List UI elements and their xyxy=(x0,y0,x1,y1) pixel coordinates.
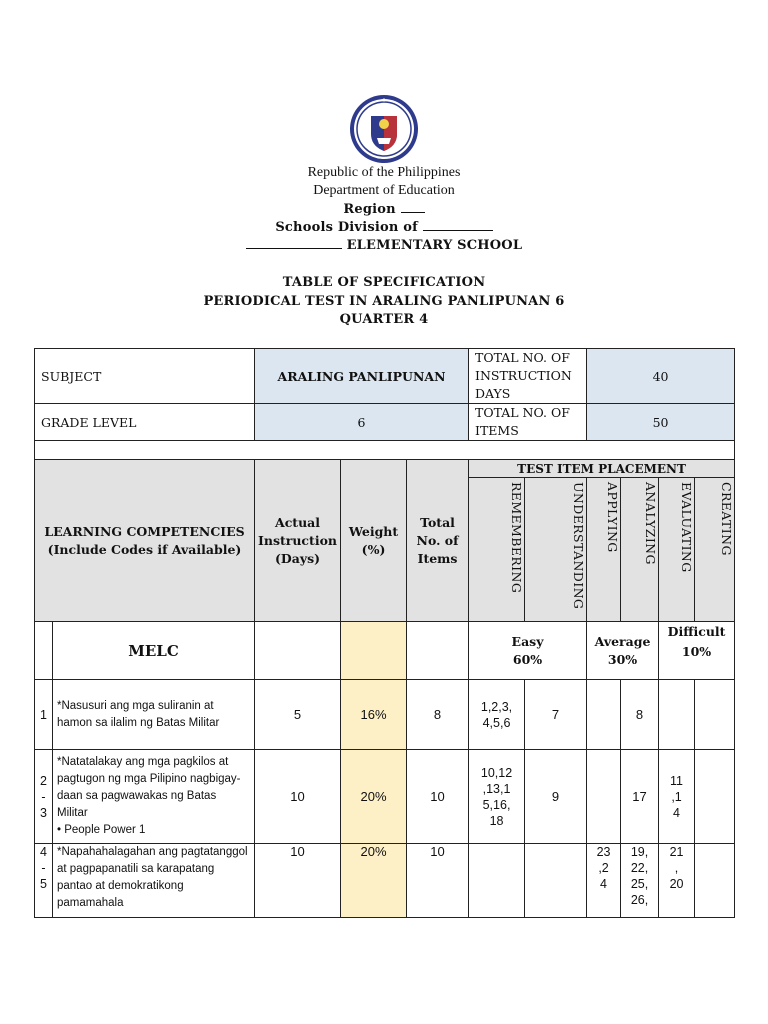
row-days: 10 xyxy=(255,844,341,918)
average-pct: 30% xyxy=(607,651,638,667)
region-blank xyxy=(401,202,425,213)
table-row xyxy=(35,680,735,750)
row-weight: 16% xyxy=(341,680,407,750)
division-blank xyxy=(423,220,493,231)
school-blank xyxy=(246,238,342,249)
level-understanding: UNDERSTANDING xyxy=(525,478,587,622)
melc-label: MELC xyxy=(53,622,255,680)
doc-quarter: QUARTER 4 xyxy=(339,312,429,327)
days-value: 40 xyxy=(587,349,735,404)
row-creating xyxy=(695,750,735,844)
row-number: 4 - 5 xyxy=(35,844,53,918)
days-label: TOTAL NO. OF INSTRUCTION DAYS xyxy=(469,349,587,404)
spacer-row xyxy=(35,441,735,460)
table-row xyxy=(35,844,735,918)
row-applying xyxy=(587,750,621,844)
row-creating xyxy=(695,844,735,918)
row-items: 10 xyxy=(407,750,469,844)
level-applying: APPLYING xyxy=(587,478,621,622)
row-understanding: 9 xyxy=(525,750,587,844)
total-items-header: Total No. of Items xyxy=(407,460,469,622)
difficult-label: Difficult xyxy=(667,624,726,639)
row-analyzing: 17 xyxy=(621,750,659,844)
header-school xyxy=(0,238,768,253)
average-label: Average xyxy=(594,633,651,649)
melc-no-cell xyxy=(35,622,53,680)
melc-days-cell xyxy=(255,622,341,680)
row-creating xyxy=(695,680,735,750)
row-evaluating xyxy=(659,680,695,750)
row-items: 10 xyxy=(407,844,469,918)
row-number: 2 - 3 xyxy=(35,750,53,844)
doc-subtitle: PERIODICAL TEST IN ARALING PANLIPUNAN 6 xyxy=(203,294,565,309)
row-weight: 20% xyxy=(341,750,407,844)
row-analyzing: 8 xyxy=(621,680,659,750)
deped-seal-logo xyxy=(349,94,419,164)
row-remembering xyxy=(469,844,525,918)
row-evaluating: 11 ,1 4 xyxy=(659,750,695,844)
difficult-pct: 10% xyxy=(681,644,712,659)
row-understanding: 7 xyxy=(525,680,587,750)
row-competency xyxy=(53,844,255,918)
row-understanding xyxy=(525,844,587,918)
items-value: 50 xyxy=(587,404,735,441)
difficulty-average xyxy=(587,622,659,680)
doc-title: TABLE OF SPECIFICATION xyxy=(282,275,486,290)
melc-row xyxy=(35,622,735,680)
row-evaluating: 21 , 20 xyxy=(659,844,695,918)
melc-weight-cell xyxy=(341,622,407,680)
header-region xyxy=(0,202,768,217)
spacer-cell xyxy=(35,441,735,460)
row-items: 8 xyxy=(407,680,469,750)
easy-label: Easy xyxy=(511,633,544,649)
level-creating: CREATING xyxy=(695,478,735,622)
row-competency xyxy=(53,750,255,844)
competencies-header: LEARNING COMPETENCIES (Include Codes if Available) xyxy=(35,460,255,622)
subject-row xyxy=(35,349,735,404)
specification-table xyxy=(34,348,735,918)
easy-pct: 60% xyxy=(512,651,543,667)
melc-items-cell xyxy=(407,622,469,680)
competency-bullet: • People Power 1 xyxy=(57,824,146,836)
row-analyzing: 19, 22, 25, 26, xyxy=(621,844,659,918)
level-analyzing: ANALYZING xyxy=(621,478,659,622)
header-department: Department of Education xyxy=(313,183,455,198)
grade-value: 6 xyxy=(255,404,469,441)
column-header-row xyxy=(35,460,735,478)
items-label: TOTAL NO. OF ITEMS xyxy=(469,404,587,441)
competency-text: *Natatalakay ang mga pagkilos at pagtugon ng mga Pilipino nagbigay-daan sa pagwawakas ng Batas Militar xyxy=(57,756,241,819)
row-weight: 20% xyxy=(341,844,407,918)
table-row xyxy=(35,750,735,844)
row-applying xyxy=(587,680,621,750)
competency-text: *Nasusuri ang mga suliranin at hamon sa ilalim ng Batas Militar xyxy=(57,699,220,729)
actual-days-header: Actual Instruction (Days) xyxy=(255,460,341,622)
row-days: 10 xyxy=(255,750,341,844)
row-applying: 23 ,2 4 xyxy=(587,844,621,918)
school-label: ELEMENTARY SCHOOL xyxy=(346,238,523,253)
competency-text: *Napahahalagahan ang pagtatanggol at pagpapanatili sa karapatang pantao at demokratikong pamamahala xyxy=(57,846,248,909)
grade-row xyxy=(35,404,735,441)
row-number: 1 xyxy=(35,680,53,750)
region-label: Region xyxy=(343,202,396,217)
placement-header: TEST ITEM PLACEMENT xyxy=(469,460,735,478)
level-remembering: REMEMBERING xyxy=(469,478,525,622)
row-competency xyxy=(53,680,255,750)
row-remembering: 10,12 ,13,1 5,16, 18 xyxy=(469,750,525,844)
row-days: 5 xyxy=(255,680,341,750)
subject-label: SUBJECT xyxy=(35,349,255,404)
header-division xyxy=(0,220,768,235)
grade-label: GRADE LEVEL xyxy=(35,404,255,441)
weight-header: Weight (%) xyxy=(341,460,407,622)
subject-value: ARALING PANLIPUNAN xyxy=(255,349,469,404)
difficulty-easy xyxy=(469,622,587,680)
difficulty-difficult xyxy=(659,622,735,680)
row-remembering: 1,2,3, 4,5,6 xyxy=(469,680,525,750)
division-label: Schools Division of xyxy=(275,220,418,235)
level-evaluating: EVALUATING xyxy=(659,478,695,622)
header-republic: Republic of the Philippines xyxy=(307,165,461,180)
